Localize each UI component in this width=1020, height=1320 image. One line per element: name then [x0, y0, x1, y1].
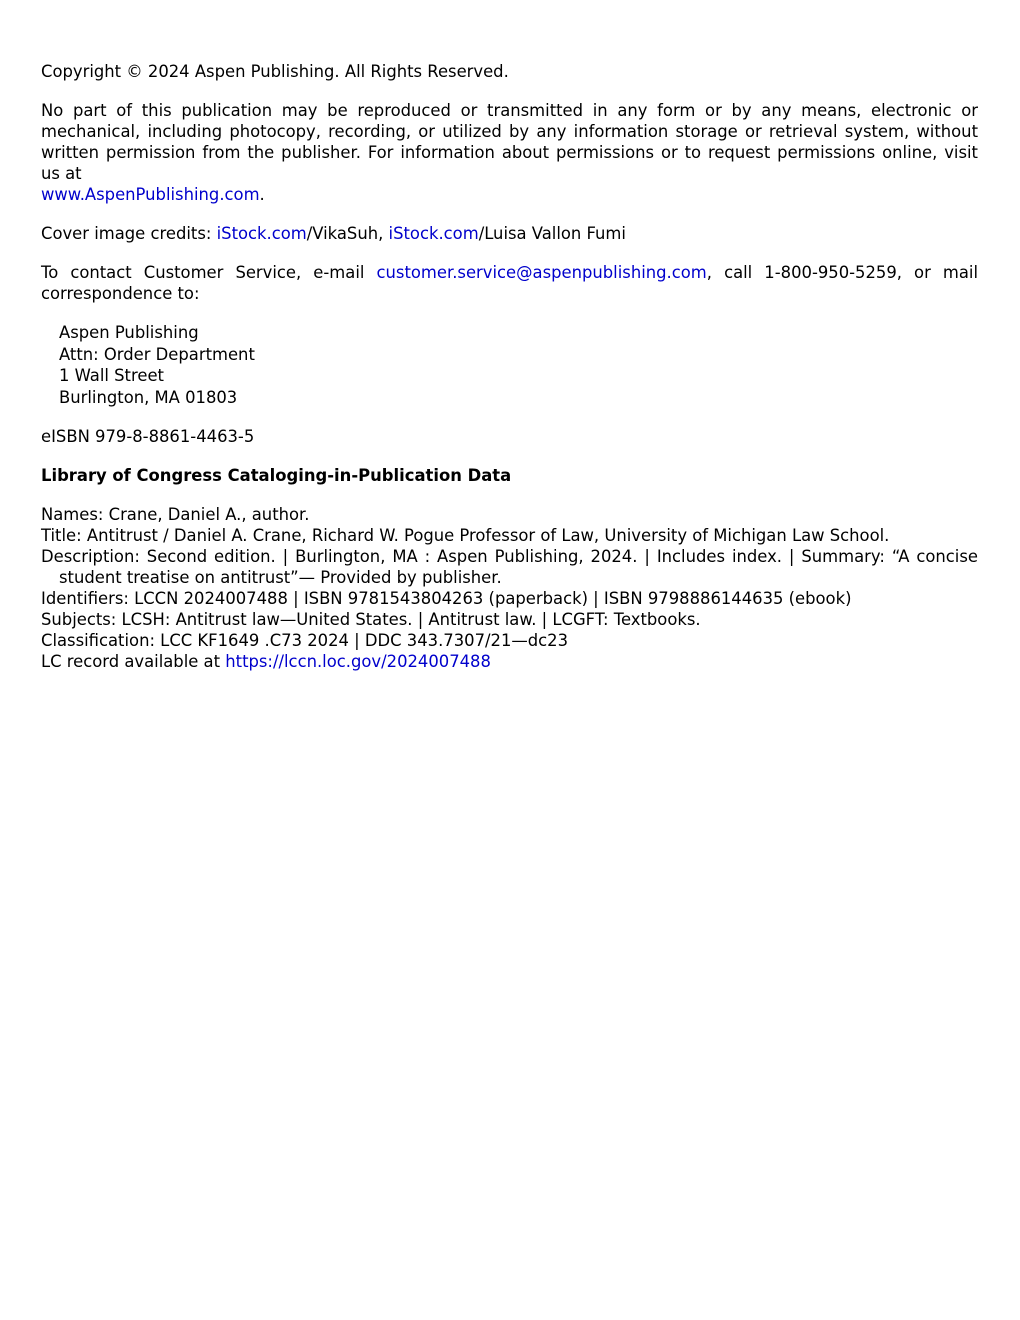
cip-description: Description: Second edition. | Burlington, MA : Aspen Publishing, 2024. | Includes index. | Summary: “A concise student treatise on antitrust”— Provided by publisher. [41, 547, 978, 587]
cip-subjects: Subjects: LCSH: Antitrust law—United States. | Antitrust law. | LCGFT: Textbooks. [41, 610, 701, 629]
istock-link-1[interactable]: iStock.com [216, 224, 307, 243]
cip-heading: Library of Congress Cataloging-in-Publication Data [41, 466, 512, 485]
contact-paragraph [41, 262, 978, 304]
aspen-website-link[interactable]: www.AspenPublishing.com [41, 185, 260, 204]
address-line-3: 1 Wall Street [59, 366, 164, 385]
permissions-paragraph [41, 100, 978, 205]
address-line-1: Aspen Publishing [59, 323, 199, 342]
cover-credits-label: Cover image credits: [41, 224, 212, 243]
copyright-line: Copyright © 2024 Aspen Publishing. All Rights Reserved. [41, 62, 509, 81]
cover-credit-1: /VikaSuh, [306, 224, 384, 243]
cip-names: Names: Crane, Daniel A., author. [41, 505, 310, 524]
lc-record-label: LC record available at [41, 652, 221, 671]
permissions-trailing: . [259, 185, 265, 204]
istock-link-2[interactable]: iStock.com [388, 224, 479, 243]
mailing-address [59, 322, 978, 408]
cip-classification: Classification: LCC KF1649 .C73 2024 | DDC 343.7307/21—dc23 [41, 631, 569, 650]
contact-prefix: To contact Customer Service, e-mail [41, 263, 365, 282]
customer-service-email-link[interactable]: customer.service@aspenpublishing.com [376, 263, 707, 282]
cip-data-block [41, 504, 978, 672]
cover-credit-2: /Luisa Vallon Fumi [478, 224, 626, 243]
cover-credits [41, 223, 978, 244]
permissions-text: No part of this publication may be reproduced or transmitted in any form or by any means, electronic or mechanical, including photocopy, recording, or utilized by any information storage or retrieval system, without written permission from the publisher. For information about permissions or to request permissions online, visit us at [41, 101, 978, 183]
copyright-content [41, 61, 978, 672]
contact-suffix: , call 1-800-950-5259, or mail correspondence to: [41, 263, 979, 303]
cip-lc-record [41, 651, 978, 672]
address-line-4: Burlington, MA 01803 [59, 387, 238, 407]
cip-identifiers: Identifiers: LCCN 2024007488 | ISBN 9781543804263 (paperback) | ISBN 9798886144635 (ebook) [41, 589, 852, 608]
address-line-2: Attn: Order Department [59, 344, 255, 364]
cip-title: Title: Antitrust / Daniel A. Crane, Richard W. Pogue Professor of Law, University of Michigan Law School. [41, 526, 890, 545]
eisbn: eISBN 979-8-8861-4463-5 [41, 427, 255, 446]
lccn-record-link[interactable]: https://lccn.loc.gov/2024007488 [225, 652, 491, 671]
